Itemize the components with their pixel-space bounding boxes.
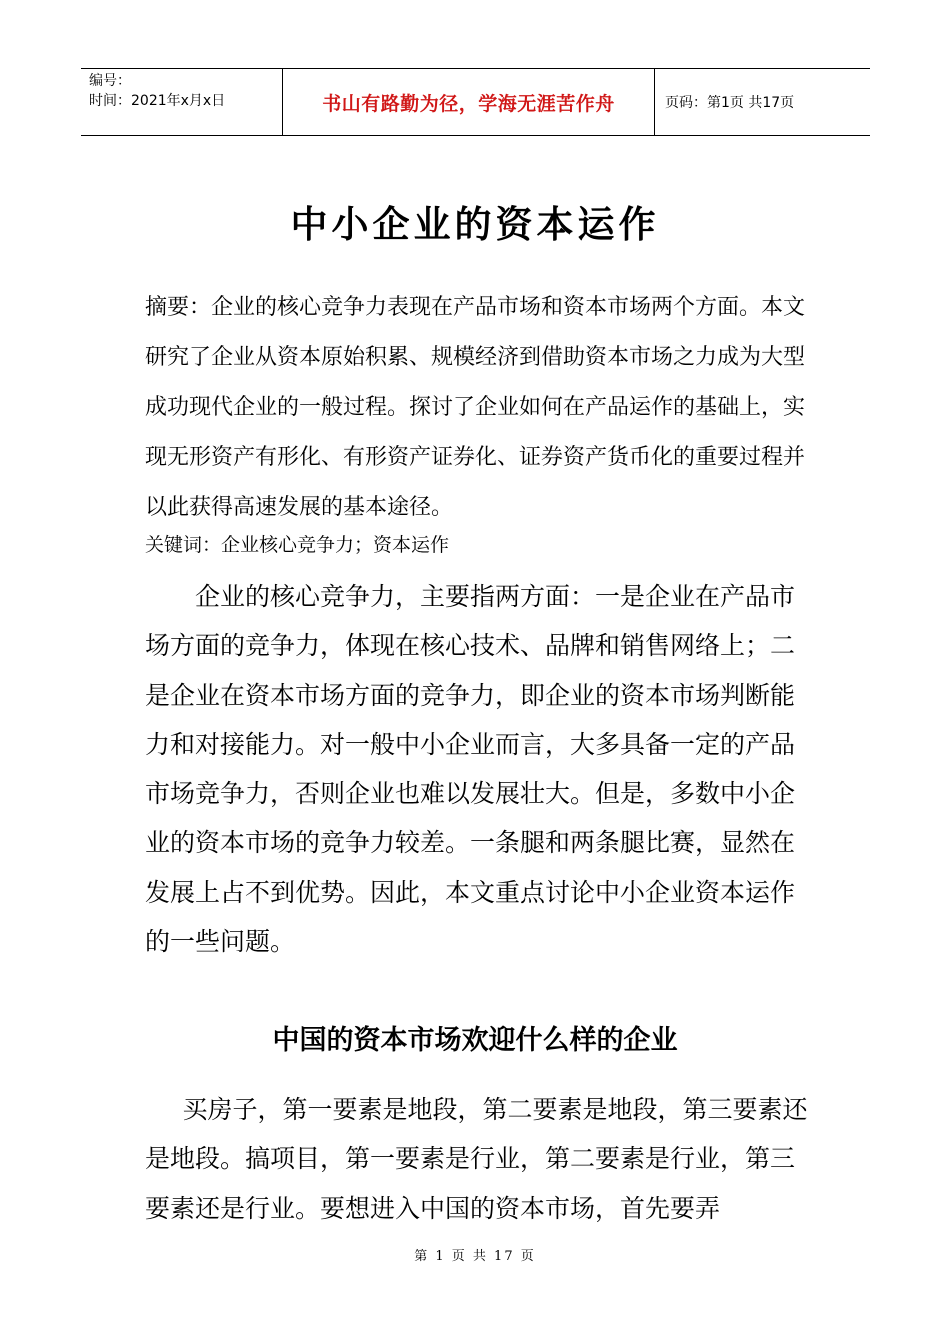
document-title: 中小企业的资本运作 bbox=[290, 202, 660, 246]
keywords-label: 关键词： bbox=[145, 534, 222, 556]
keywords-line bbox=[145, 529, 449, 561]
document-header bbox=[81, 68, 870, 136]
body-paragraph-2: 买房子，第一要素是地段，第二要素是地段，第三要素还是地段。搞项目，第一要素是行业，第二要素是行业，第三要素还是行业。要想进入中国的资本市场，首先要弄 bbox=[145, 1095, 808, 1223]
abstract-text: 企业的核心竞争力表现在产品市场和资本市场两个方面。本文研究了企业从资本原始积累、规模经济到借助资本市场之力成为大型成功现代企业的一般过程。探讨了企业如何在产品运作的基础上，实现无形资产有形化、有形资产证券化、证券资产货币化的重要过程并以此获得高速发展的基本途径。 bbox=[145, 295, 806, 520]
header-meta-cell bbox=[81, 69, 283, 135]
section-heading: 中国的资本市场欢迎什么样的企业 bbox=[272, 1025, 678, 1056]
body-paragraph-1: 企业的核心竞争力，主要指两方面：一是企业在产品市场方面的竞争力，体现在核心技术、品牌和销售网络上；二是企业在资本市场方面的竞争力，即企业的资本市场判断能力和对接能力。对一般中小企业而言，大多具备一定的产品市场竞争力，否则企业也难以发展壮大。但是，多数中小企业的资本市场的竞争力较差。一条腿和两条腿比赛，显然在发展上占不到优势。因此，本文重点讨论中小企业资本运作的一些问题。 bbox=[145, 582, 796, 957]
page-footer: 第 1 页 共 17 页 bbox=[414, 1249, 536, 1264]
number-label: 编号： bbox=[89, 73, 131, 89]
abstract-paragraph bbox=[145, 283, 810, 533]
header-motto: 书山有路勤为径，学海无涯苦作舟 bbox=[283, 69, 655, 135]
abstract-label: 摘要： bbox=[145, 295, 212, 320]
keywords-text: 企业核心竞争力；资本运作 bbox=[221, 534, 450, 556]
time-label: 时间：2021年x月x日 bbox=[89, 93, 226, 109]
header-page-info: 页码：第1页 共17页 bbox=[665, 95, 795, 111]
